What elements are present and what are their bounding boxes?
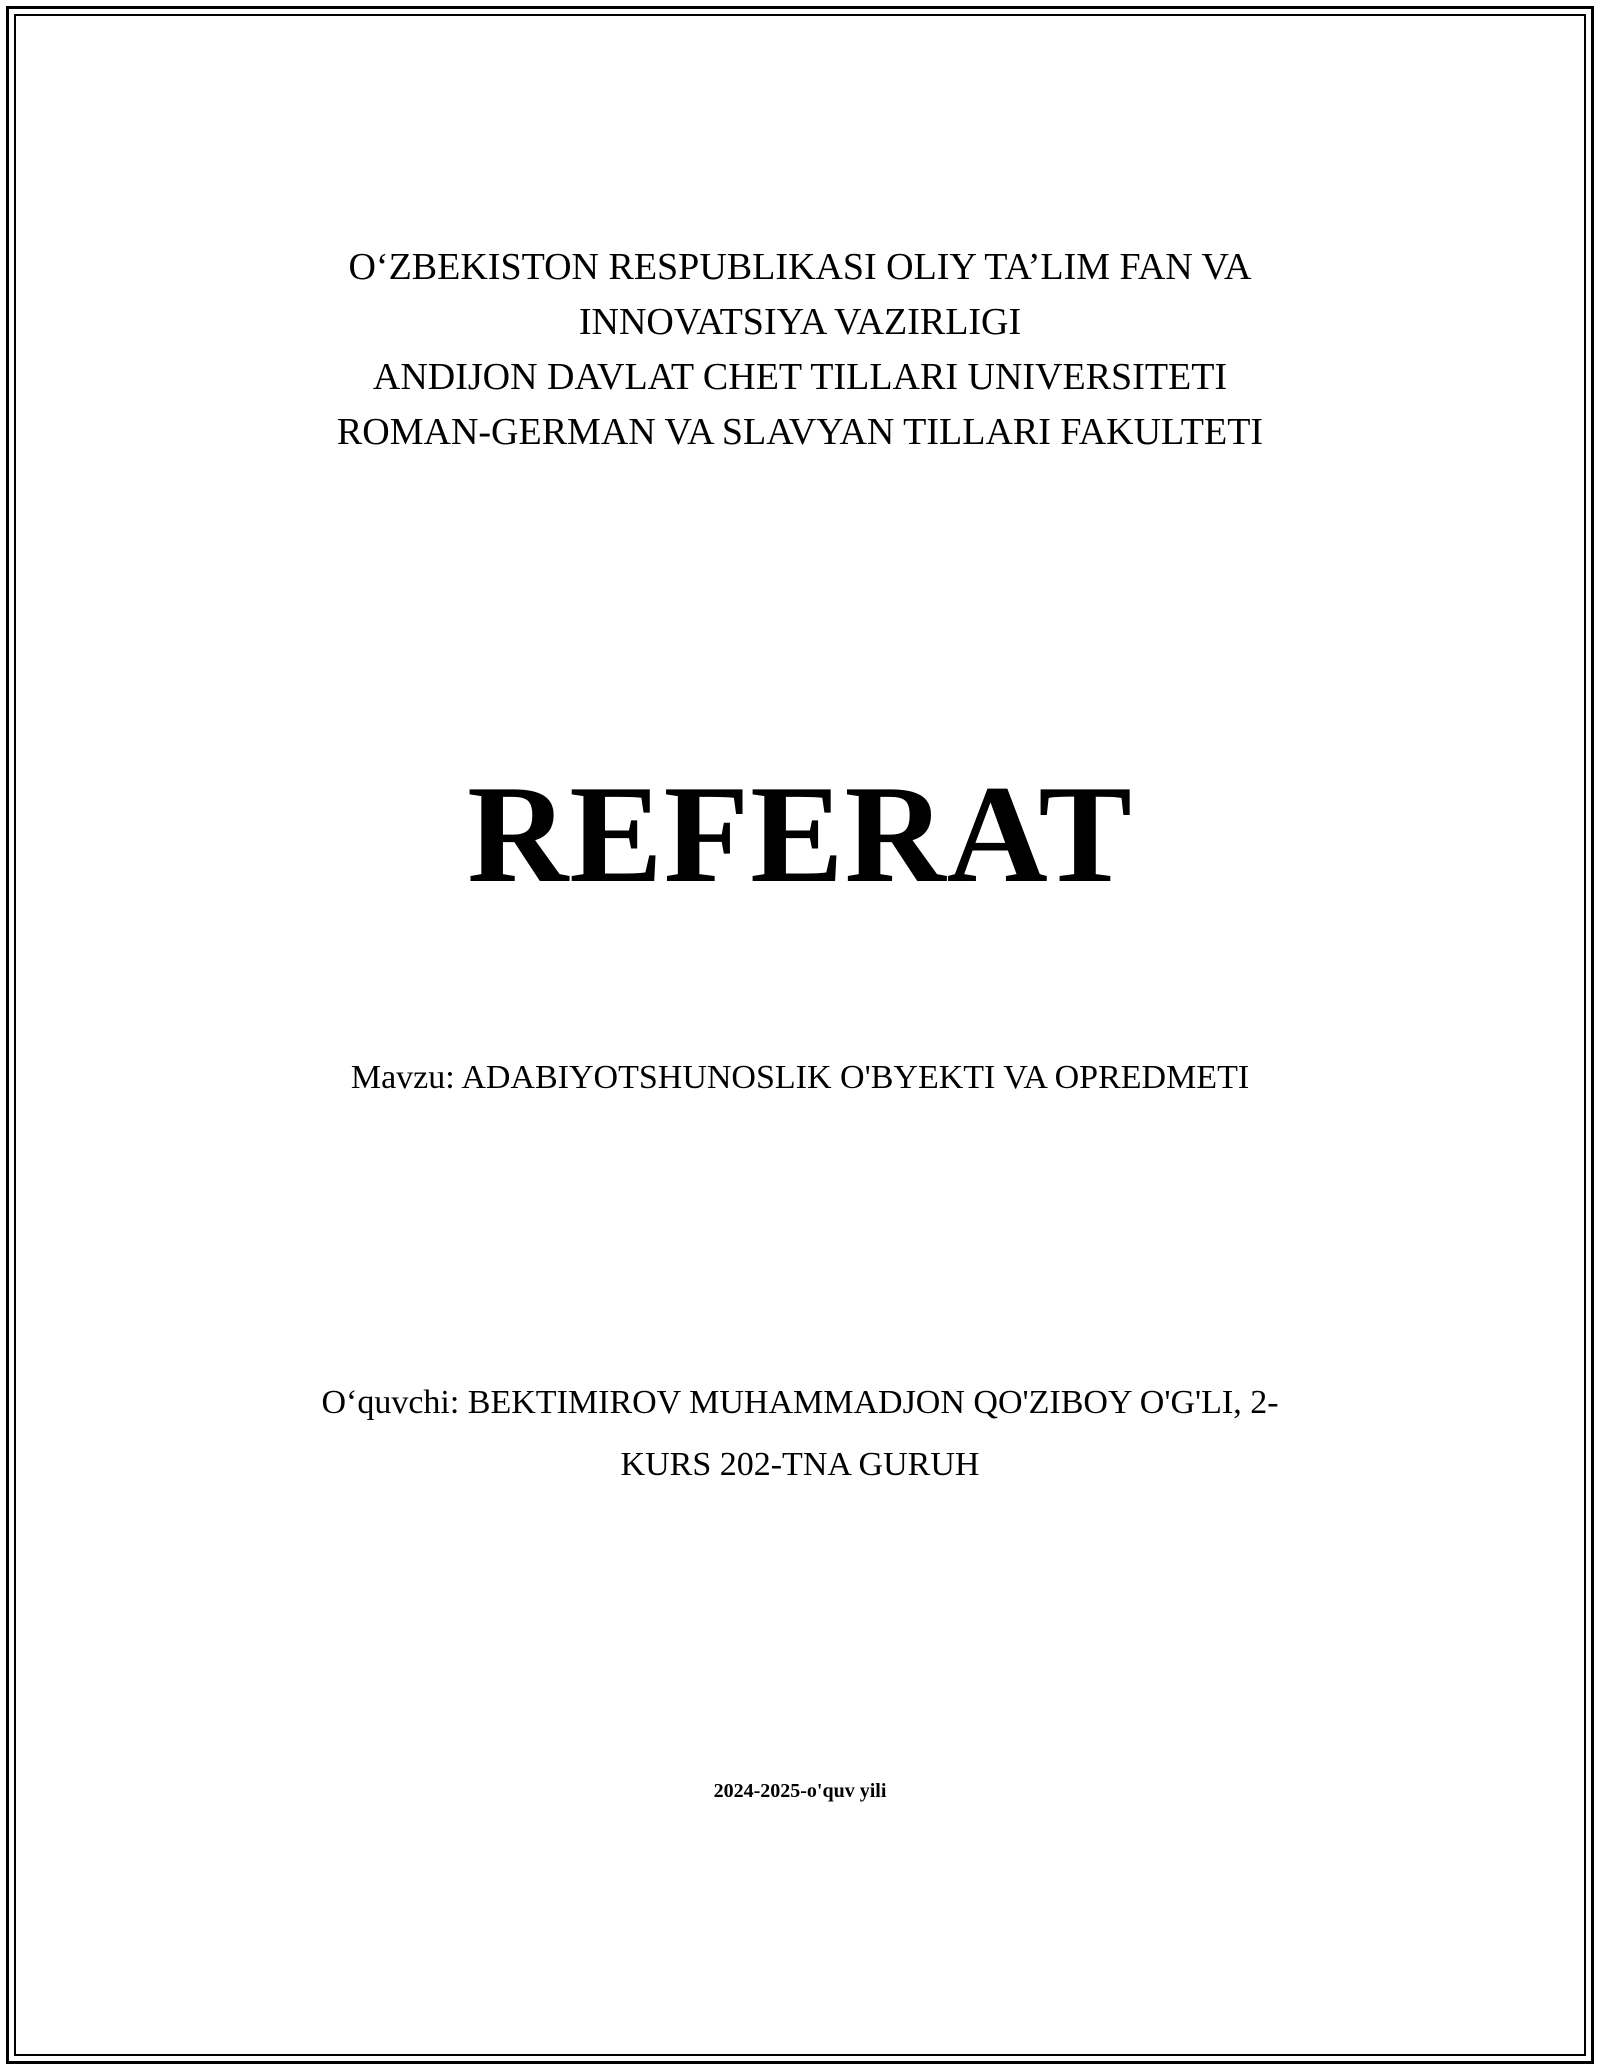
topic-line: Mavzu: ADABIYOTSHUNOSLIK O'BYEKTI VA OPREDMETI <box>350 1059 1250 1096</box>
institution-header <box>0 240 1600 460</box>
header-line-ministry-1: O‘ZBEKISTON RESPUBLIKASI OLIY TA’LIM FAN VA <box>348 246 1252 288</box>
student-line-1: O‘quvchi: BEKTIMIROV MUHAMMADJON QO'ZIBOY O'G'LI, 2- <box>321 1384 1279 1421</box>
academic-year: 2024-2025-o'quv yili <box>713 1780 887 1802</box>
student-line-2: KURS 202-TNA GURUH <box>620 1446 980 1483</box>
header-line-ministry-2: INNOVATSIYA VAZIRLIGI <box>578 301 1022 343</box>
header-line-faculty: ROMAN-GERMAN VA SLAVYAN TILLARI FAKULTETI <box>336 411 1264 453</box>
document-title: REFERAT <box>467 757 1133 912</box>
student-info <box>0 1372 1600 1496</box>
header-line-university: ANDIJON DAVLAT CHET TILLARI UNIVERSITETI <box>372 356 1228 398</box>
